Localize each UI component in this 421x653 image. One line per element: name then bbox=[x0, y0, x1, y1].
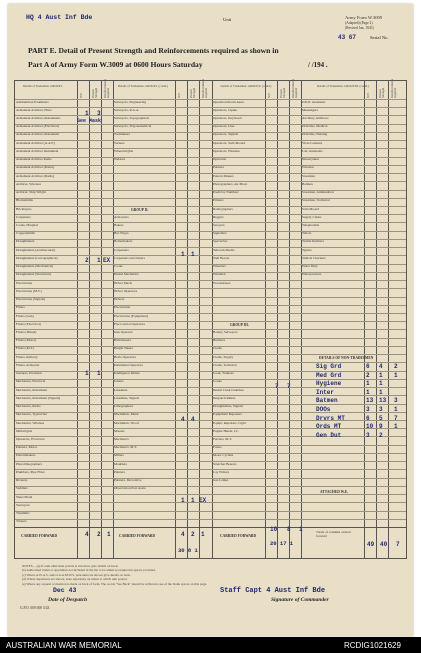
col2-row-label: Fire Control Operators bbox=[114, 322, 145, 326]
non-tradesman-label: Batmen bbox=[316, 397, 338, 405]
printer-line: G.P.O. 000 000 5/43 bbox=[20, 606, 50, 610]
col3-row-label: Clerks, Technical bbox=[213, 363, 237, 367]
col1-row-label: Fitters, Armourer bbox=[16, 363, 40, 367]
cf3-rr: 1 bbox=[299, 526, 303, 533]
col4-row-label: Wireless bbox=[302, 166, 314, 170]
col1-row-label: Mechanics, Electrical bbox=[16, 380, 46, 384]
col1-row-label: Fitters bbox=[16, 306, 25, 310]
col3-row-label: Printers bbox=[213, 199, 224, 203]
col2-row-label: Surveyors, Topographical bbox=[114, 116, 149, 120]
col3-row-label: Butchers bbox=[213, 339, 226, 343]
col1-row-label: Armament Artificer, Fitter bbox=[16, 108, 52, 112]
col4-row-label: Waterproofers bbox=[302, 273, 322, 277]
col1-row-label: Armament Artificer, Instruments bbox=[16, 116, 61, 120]
col2-row-label: Turners bbox=[114, 141, 125, 145]
column-vertical-header: Reinforcements required bbox=[291, 79, 298, 98]
col3-row-label: Dental Clerk Orderlies bbox=[213, 388, 244, 392]
col3-row-label: Despatch Riders bbox=[213, 396, 236, 400]
col2-row-label: Drivers bbox=[114, 298, 125, 302]
col3-row-label: Signallers bbox=[213, 232, 227, 236]
non-tradesmen-title: DETAILS OF NON-TRADESMEN bbox=[319, 356, 374, 360]
col1-row-label: Carpenters bbox=[16, 215, 31, 219]
col1-row-label: Mechanics, Instrument bbox=[16, 388, 48, 392]
total-we: 49 bbox=[367, 541, 375, 548]
col3-row-label: Wheelers bbox=[213, 265, 226, 269]
col1-row-label: Artificer, Wireless bbox=[16, 182, 41, 186]
millers-rr: EX bbox=[199, 497, 207, 504]
non-tradesman-rr: 7 bbox=[394, 414, 398, 422]
col1-row-label: Fitters (Electrical) bbox=[16, 322, 41, 326]
col1-row-label: Painters, Motor bbox=[16, 446, 38, 450]
draughtsmen-note: EX bbox=[103, 257, 111, 264]
col2-row-label: Painters, Decorative bbox=[114, 479, 142, 483]
col2-row-label: Painters bbox=[114, 470, 125, 474]
col2-row-label: Machinists, Metal bbox=[114, 413, 139, 417]
cf2-we: 4 bbox=[181, 531, 185, 538]
col3-row-label: Operators, Line bbox=[213, 125, 235, 129]
serial-stamp: 43 67 bbox=[338, 34, 357, 41]
col3-row-label: Battery Surveyors bbox=[213, 330, 238, 334]
col1-row-label: Gunners, Precision bbox=[16, 372, 42, 376]
title-line-1: PART E. Detail of Present Strength and Reinforcements required as shown in bbox=[28, 46, 279, 55]
col3-row-label: Cook, Trainees bbox=[213, 372, 234, 376]
millers-ps: 1 bbox=[191, 497, 195, 504]
col3-row-label: Operators, Keyboard bbox=[213, 116, 242, 120]
col2-row-label: Linesmen bbox=[114, 388, 128, 392]
non-tradesman-we: 1 bbox=[366, 388, 370, 396]
col2-row-label: Machinists, Wood bbox=[114, 421, 139, 425]
col1-row-label: Fitters (Diesel) bbox=[16, 330, 37, 334]
non-tradesman-we: 10 bbox=[366, 423, 374, 431]
cf2-ps: 2 bbox=[191, 531, 195, 538]
col2-row-label: Mechanics, M.T. bbox=[114, 446, 137, 450]
col1-row-label: Mechanics, Radio bbox=[16, 405, 41, 409]
col4-row-label: Tailors bbox=[302, 232, 312, 236]
col4-row-label: Storemen, Ammunition bbox=[302, 191, 334, 195]
col1-row-label: Tinsmiths bbox=[16, 512, 30, 516]
cf3-we: 10 bbox=[270, 526, 278, 533]
non-tradesman-rr: 3 bbox=[394, 397, 398, 405]
note-a: NOTES.—(a) If rank other than private is involved, give details on back. bbox=[22, 564, 119, 568]
col1-row-label: Artificer, Ship Wright bbox=[16, 191, 46, 195]
col2-row-label: Surveyors, R.A.A. bbox=[114, 108, 140, 112]
note-e: (e) Where any request or mention is made on back of form. The words "See Back" should be written in one of the blank spaces on this page. bbox=[22, 581, 208, 586]
col1-row-label: Sheet Metal bbox=[16, 495, 33, 499]
col4-row-label: Vehicle Checkers bbox=[302, 256, 326, 260]
col4-row-label: Storemen, Technical bbox=[302, 199, 330, 203]
col2-row-label: Instrument Operators bbox=[114, 363, 143, 367]
col2-row-label: Intelligence Duties bbox=[114, 372, 140, 376]
non-tradesman-ps: 13 bbox=[379, 397, 387, 405]
col2-row-label: Electricians bbox=[114, 306, 131, 310]
col1-row-label: Operators, Excavator bbox=[16, 437, 45, 441]
col1-row-label: Armament Artificer (Radar) bbox=[16, 166, 55, 170]
col2-row-label: Boilermakers bbox=[114, 240, 133, 244]
col2-row-label: Welders bbox=[114, 158, 126, 162]
non-tradesman-rr: 1 bbox=[394, 406, 398, 413]
col2-row-label: Lithographers bbox=[114, 405, 134, 409]
form-sheet bbox=[8, 4, 413, 636]
col4-row-label: Orderlies, Medical bbox=[302, 125, 328, 129]
column-vertical-header: W.E. bbox=[366, 92, 370, 98]
col1-row-label: Armament Artificer (Electrical) bbox=[16, 125, 59, 129]
column-vertical-header: Present Strength bbox=[189, 87, 196, 98]
col4-row-label: Ancillary Artificers bbox=[302, 116, 329, 120]
non-tradesman-we: 6 bbox=[366, 363, 370, 370]
non-tradesman-ps: 2 bbox=[379, 431, 383, 439]
archive-name: AUSTRALIAN WAR MEMORIAL bbox=[6, 641, 122, 650]
clerks-ps: 7 bbox=[287, 383, 291, 390]
col3-row-label: Operators, Switchboard bbox=[213, 141, 246, 145]
non-tradesman-ps: 1 bbox=[379, 380, 383, 388]
non-tradesman-label: Med Grd bbox=[316, 371, 342, 379]
total-ps: 40 bbox=[380, 541, 388, 548]
column-vertical-header: W.E. bbox=[79, 92, 83, 98]
non-tradesman-we: 13 bbox=[366, 397, 374, 405]
armament-ps: 3 bbox=[97, 110, 101, 117]
non-tradesman-ps: 5 bbox=[379, 414, 383, 422]
col3-row-label: Engine Hands, I.C. bbox=[213, 429, 239, 433]
draughtsmen-we: 2 bbox=[85, 257, 89, 264]
non-tradesman-ps: 4 bbox=[379, 363, 383, 370]
col1-row-label: Armament Artificer (A.A.F.) bbox=[16, 141, 55, 145]
col1-row-label: Bricklayers bbox=[16, 207, 32, 211]
non-tradesman-we: 6 bbox=[366, 414, 370, 422]
col4-row-label: Textile Refitters bbox=[302, 240, 324, 244]
col3-row-label: Farriers, M.T. bbox=[213, 437, 232, 441]
col3-row-label: Radiographers bbox=[213, 207, 233, 211]
archive-id: RCDIG1021629 bbox=[344, 641, 401, 650]
col1-row-label: Riveters bbox=[16, 479, 28, 483]
non-tradesman-ps: 3 bbox=[379, 406, 383, 413]
col3-row-label: Predictor Numbers bbox=[213, 191, 239, 195]
cf3-subtotal: 20 17 1 bbox=[270, 540, 294, 547]
col3-row-label: Spectacles bbox=[213, 240, 228, 244]
form-adapted: (Adapted) (Page 2) bbox=[345, 21, 373, 25]
note-b: (b) Authorised trades or specialists not included in the list to be added as required in spaces provided. bbox=[22, 568, 156, 573]
col1-row-label: Fitters, Railway bbox=[16, 355, 38, 359]
cf2-subtotal: 30 8 1 bbox=[178, 547, 198, 554]
col3-row-label: Operators, Cipher bbox=[213, 108, 238, 112]
col3-row-label: Sawyers bbox=[213, 223, 225, 227]
non-tradesman-rr: 1 bbox=[394, 423, 398, 431]
column-vertical-header: W.E. bbox=[177, 92, 181, 98]
col1-row-label: Draughtsmen (Mechanical) bbox=[16, 265, 54, 269]
cf1-we: 4 bbox=[85, 531, 89, 538]
col3-row-label: Pattern Makers bbox=[213, 174, 234, 178]
column-vertical-header: Reinforcements required bbox=[201, 79, 208, 98]
fitters-ps: 1 bbox=[97, 370, 101, 377]
title-date-fill: / /194 . bbox=[308, 61, 328, 69]
col2-row-label: Bakers bbox=[114, 223, 124, 227]
non-tradesman-ps: 9 bbox=[379, 423, 383, 431]
col1-row-label: Blacksmiths bbox=[16, 199, 33, 203]
col1-row-label: Surveyors bbox=[16, 503, 30, 507]
despatch-label: Date of Despatch bbox=[48, 597, 88, 603]
col2-row-label: Millers bbox=[114, 454, 124, 458]
col1-row-label: Armament Artificer, Instrument bbox=[16, 133, 60, 137]
col4-row-label: Water Duty bbox=[302, 265, 318, 269]
col2-row-label: Bat. Engrs. bbox=[114, 232, 130, 236]
col1-row-label: Armament Artificer Radio bbox=[16, 158, 52, 162]
col3-row-label: Draughtsmen, Signals bbox=[213, 405, 243, 409]
non-tradesman-we: 2 bbox=[366, 371, 370, 379]
col3-row-label: Riggers bbox=[213, 215, 224, 219]
col2-row-label: Driver Operators bbox=[114, 289, 138, 293]
col2-row-label: Hairdressers bbox=[114, 339, 131, 343]
col3-row-label: Opticians bbox=[213, 158, 226, 162]
col3-row-label: Motor Cyclists bbox=[213, 454, 234, 458]
col1-row-label: Cooks, Hospital bbox=[16, 223, 38, 227]
non-tradesman-label: Gen Dut bbox=[316, 431, 342, 439]
non-tradesman-ps: 1 bbox=[379, 388, 383, 396]
cf2-rr: 1 bbox=[201, 531, 205, 538]
col3-row-label: Wiremen bbox=[213, 273, 226, 277]
non-tradesman-we: 3 bbox=[366, 431, 370, 439]
column-vertical-header: Present Strength bbox=[378, 87, 385, 98]
col1-row-label: Saddlers bbox=[16, 487, 28, 491]
non-tradesman-rr: 1 bbox=[394, 371, 398, 379]
col2-row-label: Joiners bbox=[114, 380, 124, 384]
col3-row-label: Fitters bbox=[213, 446, 222, 450]
column-vertical-header: Present Strength bbox=[91, 87, 98, 98]
armament-note: See Mask bbox=[77, 118, 102, 124]
col1-row-label: Ammunition Examiners bbox=[16, 100, 49, 104]
note-d: (d) Where departures are shown, state separately on return to which unit posted. bbox=[22, 577, 128, 582]
col1-row-label: Fitters (M.T.) bbox=[16, 347, 35, 351]
col2-row-label: Gun Operator bbox=[114, 330, 133, 334]
cf1-rr: 1 bbox=[107, 531, 111, 538]
non-tradesman-we: 1 bbox=[366, 380, 370, 388]
col4-row-label: Lab. Assistants bbox=[302, 149, 323, 153]
col2-row-label: Masons bbox=[114, 429, 125, 433]
col1-row-label: Coppersmiths bbox=[16, 232, 35, 236]
col2-row-label: Surveyors, Trigonometrical bbox=[114, 125, 152, 129]
col2-row-label: Carpenters bbox=[114, 248, 129, 252]
col2-row-label: Hollo Operators bbox=[114, 355, 136, 359]
col2-header: Details of Tradesmen. GROUP I. (contd.) bbox=[118, 84, 168, 88]
col1-row-label: Electricians (Signals) bbox=[16, 298, 46, 302]
col2-row-label: Observation Post Assts. bbox=[114, 487, 147, 491]
col4-row-label: Vices Lanterns bbox=[302, 141, 323, 145]
col2-row-label: Wheelwrights bbox=[114, 149, 134, 153]
non-tradesman-label: Inter bbox=[316, 388, 335, 396]
col2-row-label: Driver Mech. bbox=[114, 281, 133, 285]
col2-row-label: Cooks bbox=[114, 265, 123, 269]
strength-table bbox=[14, 80, 407, 559]
col1-row-label: Millwrights bbox=[16, 429, 33, 433]
col1-row-label: Draughtsmen (Architectural) bbox=[16, 248, 56, 252]
carried-forward-1: CARRIED FORWARD bbox=[21, 534, 58, 538]
col3-row-label: Equipment Repairers bbox=[213, 413, 242, 417]
attached-label: ATTACHED W.E. bbox=[320, 490, 349, 494]
col4-row-label: Typists bbox=[302, 248, 312, 252]
col1-row-label: Electricians bbox=[16, 281, 33, 285]
col1-header: Details of Tradesmen. GROUP I. bbox=[23, 84, 63, 88]
notes-block bbox=[22, 564, 402, 586]
col2-row-label: Moulders bbox=[114, 462, 127, 466]
col1-row-label: Draughtsmen (Cartographical) bbox=[16, 256, 58, 260]
col2-row-label: Electricians (Equipment) bbox=[114, 314, 148, 318]
millers-we: 1 bbox=[181, 497, 185, 504]
col2-row-label: Toolmakers bbox=[114, 133, 130, 137]
col1-row-label: Plumbers, Pipe Fitter bbox=[16, 470, 45, 474]
col2-row-label: Mechanics bbox=[114, 437, 129, 441]
non-tradesman-ps: 1 bbox=[379, 371, 383, 379]
despatch-date: Dec 43 bbox=[53, 587, 77, 594]
col3-row-label: Well Borers bbox=[213, 256, 230, 260]
non-tradesman-label: DOOs bbox=[316, 406, 331, 413]
armourers-ps: 1 bbox=[191, 251, 195, 258]
col2-row-label: Dental Mechanics bbox=[114, 273, 139, 277]
col2-row-label: GROUP II. bbox=[131, 207, 149, 212]
signature-label: Signature of Commander bbox=[271, 597, 329, 603]
col3-row-label: Woodturners bbox=[213, 281, 231, 285]
col4-row-label: O.P.O. Assistants bbox=[302, 100, 326, 104]
col2-row-label: Height Takers bbox=[114, 347, 134, 351]
col4-row-label: Telephonists bbox=[302, 223, 320, 227]
carried-forward-3: CARRIED FORWARD bbox=[220, 534, 257, 538]
col3-row-label: GROUP III. bbox=[230, 322, 249, 327]
commander-signature: Staff Capt 4 Aust Inf Bde bbox=[220, 587, 326, 595]
col1-row-label: Armament Artificer Instrument bbox=[16, 149, 59, 153]
col4-row-label: Orderlies, Nursing bbox=[302, 133, 328, 137]
col2-row-label: Armourers bbox=[114, 215, 129, 219]
unit-label: Unit bbox=[223, 17, 232, 22]
cf3-ps: 8 bbox=[287, 526, 291, 533]
col3-row-label: Equipt. Repairers, Light bbox=[213, 421, 246, 425]
col3-row-label: Clerks, Supply bbox=[213, 355, 234, 359]
col4-row-label: Batmen bbox=[302, 182, 313, 186]
col3-row-label: Cooks bbox=[213, 380, 222, 384]
form-number: Army Form W.3009 bbox=[345, 15, 383, 20]
non-tradesman-label: Ords MT bbox=[316, 423, 342, 431]
col3-row-label: Stretcher Bearers bbox=[213, 462, 237, 466]
col3-row-label: Gas Lamps bbox=[213, 479, 229, 483]
non-tradesman-rr: 2 bbox=[394, 363, 398, 370]
col4-row-label: Nurserymen bbox=[302, 158, 319, 162]
column-vertical-header: W.E. bbox=[267, 92, 271, 98]
col3-row-label: Lay Writers bbox=[213, 470, 230, 474]
col3-row-label: Photographers, Air Photo bbox=[213, 182, 248, 186]
col1-row-label: Fitters (Motor) bbox=[16, 339, 37, 343]
armament-we: 1 bbox=[85, 110, 89, 117]
col3-row-label: Operators, Signals bbox=[213, 133, 239, 137]
clerks-we: 7 bbox=[275, 383, 279, 390]
column-vertical-header: Present Strength bbox=[279, 87, 286, 98]
column-vertical-header: Reinforcements required bbox=[103, 79, 110, 98]
title-line-2: Part A of Army Form W.3009 at 0600 Hours Saturday bbox=[28, 60, 203, 69]
carried-forward-rule bbox=[15, 527, 406, 528]
armourers-we: 1 bbox=[181, 251, 185, 258]
col1-row-label: Mechanics, Instrument (Signals) bbox=[16, 396, 61, 400]
carried-forward-2: CARRIED FORWARD bbox=[119, 534, 156, 538]
serial-label: Serial No. bbox=[370, 35, 389, 40]
col4-row-label: Storemen bbox=[302, 174, 315, 178]
col1-row-label: Fitters (Gun) bbox=[16, 314, 34, 318]
unit-handwritten: HQ 4 Aust Inf Bde bbox=[26, 14, 93, 21]
non-tradesman-label: Sig Grd bbox=[316, 363, 342, 370]
col1-row-label: Mechanics, Typewriter bbox=[16, 413, 48, 417]
col3-row-label: Operation Room Assts. bbox=[213, 100, 245, 104]
non-tradesman-label: Drvrs MT bbox=[316, 414, 345, 422]
col1-row-label: Draughtsmen (Structural) bbox=[16, 273, 51, 277]
col1-row-label: Mechanics, Wireless bbox=[16, 421, 45, 425]
col4-header: Details of Tradesmen. GROUP III. (contd.) bbox=[317, 84, 369, 88]
total-rr: 7 bbox=[396, 541, 400, 548]
col3-row-label: Telecom Mechs bbox=[213, 248, 235, 252]
col1-row-label: Photolithographers bbox=[16, 462, 42, 466]
col3-row-label: Operators, Wireless bbox=[213, 149, 240, 153]
non-tradesman-label: Hygiene bbox=[316, 380, 342, 388]
col1-row-label: Armament Artificer (Radio) bbox=[16, 174, 55, 178]
joiners-ps: 4 bbox=[191, 416, 195, 423]
column-vertical-header: Reinforcements required bbox=[390, 79, 397, 98]
col2-row-label: Carpenters and Joiners bbox=[114, 256, 145, 260]
col4-row-label: Supply Clerks bbox=[302, 215, 322, 219]
col1-row-label: Draughtsmen bbox=[16, 240, 35, 244]
non-tradesman-we: 3 bbox=[366, 406, 370, 413]
col3-header: Details of Tradesmen. GROUP II. (contd.) bbox=[220, 84, 272, 88]
joiners-we: 4 bbox=[181, 416, 185, 423]
fitters-we: 1 bbox=[85, 370, 89, 377]
col2-row-label: Linesmen, Signals bbox=[114, 396, 140, 400]
draughtsmen-ps: 1 bbox=[97, 257, 101, 264]
col1-row-label: Electricians (M.T.) bbox=[16, 289, 42, 293]
totals-label: Totals of columns carried forward bbox=[316, 531, 351, 538]
form-revised: (Revised Jan, 1943) bbox=[345, 26, 374, 30]
col1-row-label: Patternmakers bbox=[16, 454, 36, 458]
col4-row-label: Messengers bbox=[302, 108, 319, 112]
cf1-ps: 2 bbox=[97, 531, 101, 538]
archive-bar bbox=[0, 637, 421, 653]
col3-row-label: Painters bbox=[213, 166, 224, 170]
col4-row-label: Switchboard bbox=[302, 207, 320, 211]
col3-row-label: Clerks bbox=[213, 347, 222, 351]
col1-row-label: Turners bbox=[16, 520, 27, 524]
note-c: (c) Where A.W.A.S. and/or A.A.M.W.S. personnel are shown give details on back. bbox=[22, 572, 131, 577]
col2-row-label: Surveyors, Engineering bbox=[114, 100, 147, 104]
